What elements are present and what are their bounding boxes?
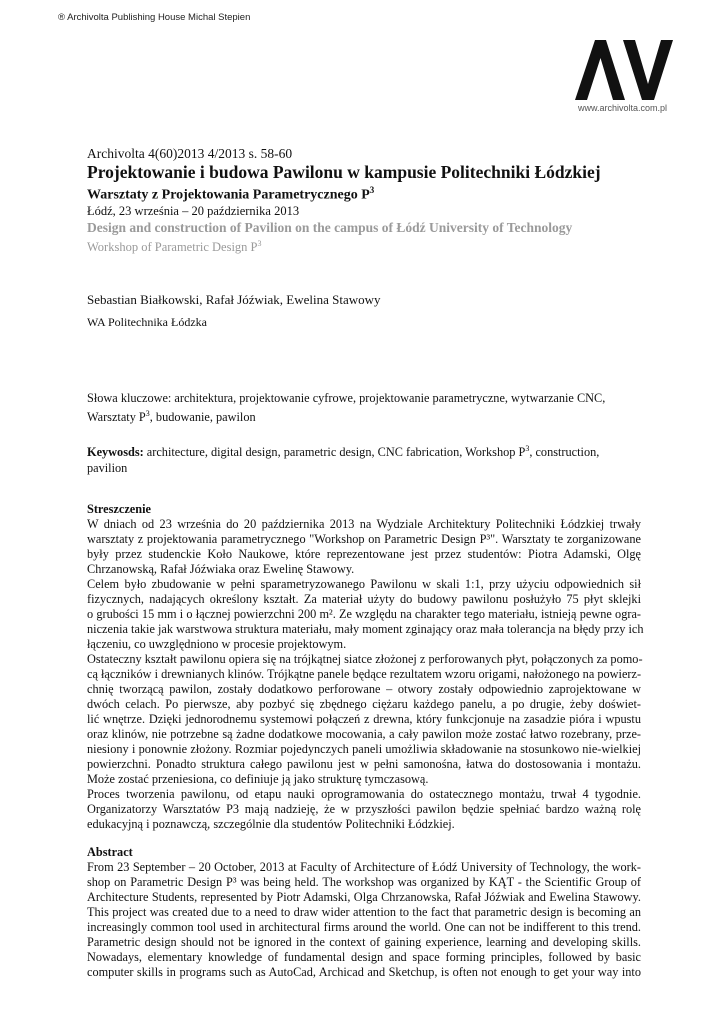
text-line: Celem było zbudowanie w pełni sparametryzowanego Pawilonu w skali 1:1, przy użyciu odpowiednich sił (87, 577, 641, 591)
text-line: Ostateczny kształt pawilonu opiera się na trójkątnej siatce złożonej z perforowanych płyt, połączonych za pomo- (87, 652, 643, 666)
title-english: Design and construction of Pavilion on the campus of Łódź University of Technology (87, 219, 573, 235)
text-line: chnię tworzącą pawilon, zostały dodatkowo perforowane – otwory zostały odpowiednio zaprojektowane w (87, 682, 641, 696)
text-line: shop on Parametric Design P³ was being held. The workshop was organized by KĄT - the Scientific Group of (87, 875, 641, 889)
article (87, 146, 644, 980)
text-line: W dniach od 23 września do 20 października 2013 na Wydziale Architektury Politechniki Łódzkiej trwały (87, 517, 641, 531)
text-line: oraz klinów, nie potrzebne są żadne dodatkowe mocowania, a cały pawilon może zostać łatwo rozebrany, prze- (87, 727, 641, 741)
text-line: Nowadays, elementary knowledge of fundamental design and space forming principles, followed by basic (87, 950, 641, 964)
abstract-english-heading: Abstract (87, 845, 133, 859)
text-line: Proces tworzenia pawilonu, od etapu nauki oprogramowania do ostatecznego montażu, trwał 4 tygodnie. (87, 787, 641, 801)
archivolta-logo (575, 40, 675, 100)
abstract-english (87, 845, 641, 980)
publisher-notice: ® Archivolta Publishing House Michal Stepien (58, 12, 251, 23)
text-line: Organizatorzy Warsztatów P3 mają nadzieję, że w przyszłości pawilon będzie spełniać bardzo ważną rolę (87, 802, 641, 816)
text-line: niczenia takie jak warstwowa struktura materiału, mały moment zginający oraz mała tolerancja na błędy przy ich (87, 622, 644, 636)
keywords-english: Keywosds: architecture, digital design, parametric design, CNC fabrication, Workshop $P^3$, construction, pavilion (87, 443, 600, 475)
authors: Sebastian Białkowski, Rafał Jóźwiak, Ewelina Stawowy (87, 291, 381, 307)
keywords-polish: Słowa kluczowe: architektura, projektowanie cyfrowe, projektowanie parametryczne, wytwarzanie CNC, Warsztaty $P^3$, budowanie, pawilon (87, 390, 606, 424)
text-line: cą łączników i drewnianych klinów. Trójkątne panele będące rezultatem wzoru origami, nałożonego na powierz- (87, 667, 642, 681)
text-line: Parametric design should not be ignored in the context of gaining experience, learning and developing skills. (87, 935, 641, 949)
abstract-polish (87, 502, 644, 832)
text-line: fizycznych, nadających określony kształt. Za materiał użyty do budowy pawilonu posłużyło 75 płyt sklejki (87, 592, 641, 606)
subtitle-english: Workshop of Parametric Design $P^3$ (87, 238, 262, 254)
text-line: niesiony i ponownie złożony. Rozmiar pojedynczych paneli umożliwia składowanie na stosunkowo nie-wielkiej (87, 742, 641, 756)
text-line: o grubości 15 mm i o łącznej powierzchni 200 m². Ze względu na charakter tego materiału, istnieją pewne ogra- (87, 607, 641, 621)
publisher-website: www.archivolta.com.pl (578, 103, 668, 113)
abstract-polish-heading: Streszczenie (87, 502, 151, 516)
text-line: From 23 September – 20 October, 2013 at Faculty of Architecture of Łódź University of Technology, the work- (87, 860, 641, 874)
text-line: computer skills in programs such as AutoCad, Archicad and Sketchup, is often not enough to get your way into (87, 965, 641, 979)
text-line: powierzchni. Ponadto struktura całego pawilonu jest w pełni samonośna, łatwa do dostosowania i montażu. (87, 757, 641, 771)
text-line: This project was created due to a need to draw wider attention to the fact that parametric design is becoming an (87, 905, 641, 919)
journal-reference: Archivolta 4(60)2013 4/2013 s. 58-60 (87, 146, 293, 161)
text-line: Chrzanowską, Rafał Jóźwiaka oraz Ewelinę Stawowy. (87, 562, 355, 576)
text-line: były przez studenckie Koło Naukowe, które reprezentowane jest przez studentów: Piotra Adamski, Olgę (87, 547, 641, 561)
abstract-polish-body (87, 517, 644, 832)
date-place: Łódź, 23 września – 20 października 2013 (87, 203, 300, 218)
text-line: dwóch celach. Po pierwsze, aby pozbyć się zbędnego ciężaru każdego panelu, a po drugie, żeby doświet- (87, 697, 641, 711)
text-line: Może zostać przeniesiona, co definiuje ją jako strukturę tymczasową. (87, 772, 429, 786)
title-polish: Projektowanie i budowa Pawilonu w kampusie Politechniki Łódzkiej (87, 162, 601, 182)
text-line: warsztaty z projektowania parametrycznego "Workshop on Parametric Design P³". Warsztaty te zorganizowane (87, 532, 641, 546)
affiliation: WA Politechnika Łódzka (87, 314, 207, 329)
text-line: łączeniu, co uwzględniono w procesie projektowym. (87, 637, 347, 651)
text-line: increasingly common tool used in architectural firms around the world. One can not be indifferent to this trend. (87, 920, 641, 934)
text-line: Architecture Students, represented by Piotr Adamski, Olga Chrzanowska, Rafał Jóźwiak and Ewelina Stawowy. (87, 890, 641, 904)
text-line: edukacyjną i poznawczą, szczególnie dla studentów Politechniki Łódzkiej. (87, 817, 455, 831)
subtitle-polish: Warsztaty z Projektowania Parametrycznego $P^3$ (87, 185, 375, 203)
abstract-english-body (87, 860, 641, 980)
text-line: lić wnętrze. Dzięki jednorodnemu systemowi połączeń z drewna, który funkcjonuje na zasadzie pióra i wpustu (87, 712, 641, 726)
